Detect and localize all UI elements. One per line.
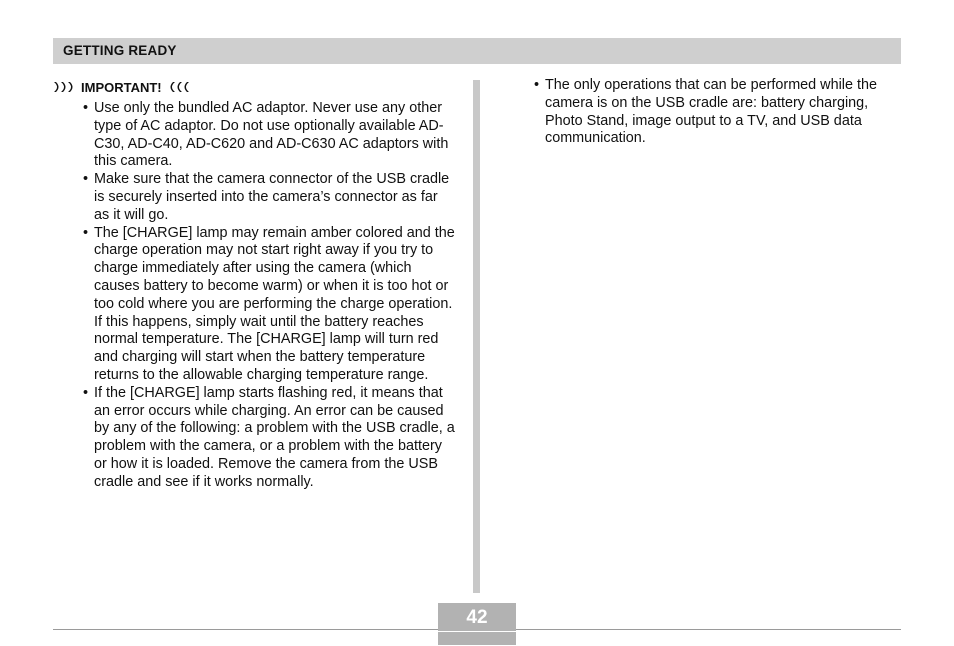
list-item: • If the [CHARGE] lamp starts flashing red, it means that an error occurs while charging. An error can be caused by any of the following: a problem with the USB cradle, a problem with the camera, or a problem with the battery or how it is loaded. Remove the camera from the USB cradle and see if it works normally. bbox=[83, 384, 455, 490]
page-number: 42 bbox=[466, 607, 488, 628]
important-list bbox=[80, 100, 455, 492]
important-label: IMPORTANT! bbox=[81, 79, 162, 95]
left-column bbox=[80, 100, 455, 492]
page-number-box bbox=[438, 603, 516, 645]
triple-left-arrow-icon bbox=[168, 81, 190, 93]
section-header-bar bbox=[53, 38, 901, 64]
list-item: • Use only the bundled AC adaptor. Never use any other type of AC adaptor. Do not use optionally available AD-C30, AD-C40, AD-C620 and AD-C630 AC adaptors with this camera. bbox=[83, 100, 449, 170]
section-title: GETTING READY bbox=[63, 43, 177, 58]
list-item: • The only operations that can be performed while the camera is on the USB cradle are: battery charging, Photo Stand, image output to a TV, and USB data communication. bbox=[534, 77, 877, 147]
list-item: • Make sure that the camera connector of the USB cradle is securely inserted into the camera’s connector as far as it will go. bbox=[83, 171, 450, 223]
important-heading bbox=[53, 78, 190, 96]
column-divider bbox=[473, 80, 480, 593]
right-column bbox=[531, 77, 901, 148]
list-item: • The [CHARGE] lamp may remain amber colored and the charge operation may not start right away if you try to charge immediately after using the camera (which causes battery to become warm) or when it is too hot or too cold where you are performing the charge operation. If this happens, simply wait until the battery reaches normal temperature. The [CHARGE] lamp will turn red and charging will start when the battery temperature returns to the allowable charging temperature range. bbox=[83, 224, 455, 383]
right-list bbox=[531, 77, 901, 148]
triple-right-arrow-icon bbox=[53, 81, 75, 93]
